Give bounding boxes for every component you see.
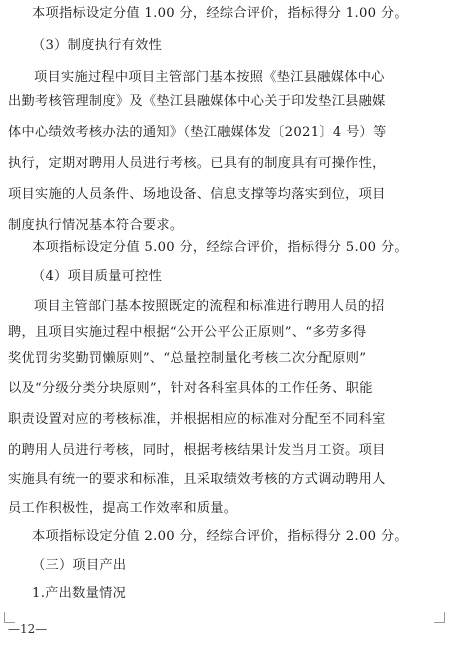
section-heading: （三）项目产出: [32, 558, 127, 573]
paragraph-line: 出勤考核管理制度》及《垫江县融媒体中心关于印发垫江县融媒: [8, 94, 386, 109]
paragraph-line: 体中心绩效考核办法的通知》（垫江融媒体发〔2021〕4 号）等: [8, 125, 387, 140]
paragraph-line: 执行，定期对聘用人员进行考核。已具有的制度具有可操作性，: [8, 156, 386, 171]
paragraph-score-line: 本项指标设定分值 1.00 分，经综合评价，指标得分 1.00 分。: [32, 6, 408, 21]
paragraph-line: 职责设置对应的考核标准，并根据相应的标准对分配至不同科室: [8, 412, 386, 427]
paragraph-line: 员工作积极性，提高工作效率和质量。: [8, 501, 238, 516]
paragraph-line: 项目实施的人员条件、场地设备、信息支撑等均落实到位，项目: [8, 187, 386, 202]
section-heading: （3）制度执行有效性: [32, 38, 163, 53]
paragraph-line: 项目主管部门基本按照既定的流程和标准进行聘用人员的招: [34, 299, 385, 314]
paragraph-score-line: 本项指标设定分值 5.00 分，经综合评价，指标得分 5.00 分。: [32, 240, 408, 255]
paragraph-line: 的聘用人员进行考核，同时，根据考核结果计发当月工资。项目: [8, 443, 386, 458]
paragraph-line: 制度执行情况基本符合要求。: [8, 218, 184, 233]
paragraph-line: 聘，且项目实施过程中根据“公开公平公正原则”、“多劳多得: [8, 325, 367, 340]
page-margin-corner-right: [434, 612, 445, 623]
subsection-heading: 1.产出数量情况: [32, 586, 127, 601]
paragraph-score-line: 本项指标设定分值 2.00 分，经综合评价，指标得分 2.00 分。: [32, 529, 408, 544]
paragraph-line: 项目实施过程中项目主管部门基本按照《垫江县融媒体中心: [34, 70, 385, 85]
page-number: —12—: [8, 622, 48, 636]
paragraph-line: 奖优罚劣奖勤罚懒原则”、“总量控制量化考核二次分配原则”: [8, 351, 367, 366]
paragraph-line: 以及“分级分类分块原则”，针对各科室具体的工作任务、职能: [8, 381, 373, 396]
paragraph-line: 实施具有统一的要求和标准，且采取绩效考核的方式调动聘用人: [8, 472, 386, 487]
section-heading: （4）项目质量可控性: [32, 269, 163, 284]
